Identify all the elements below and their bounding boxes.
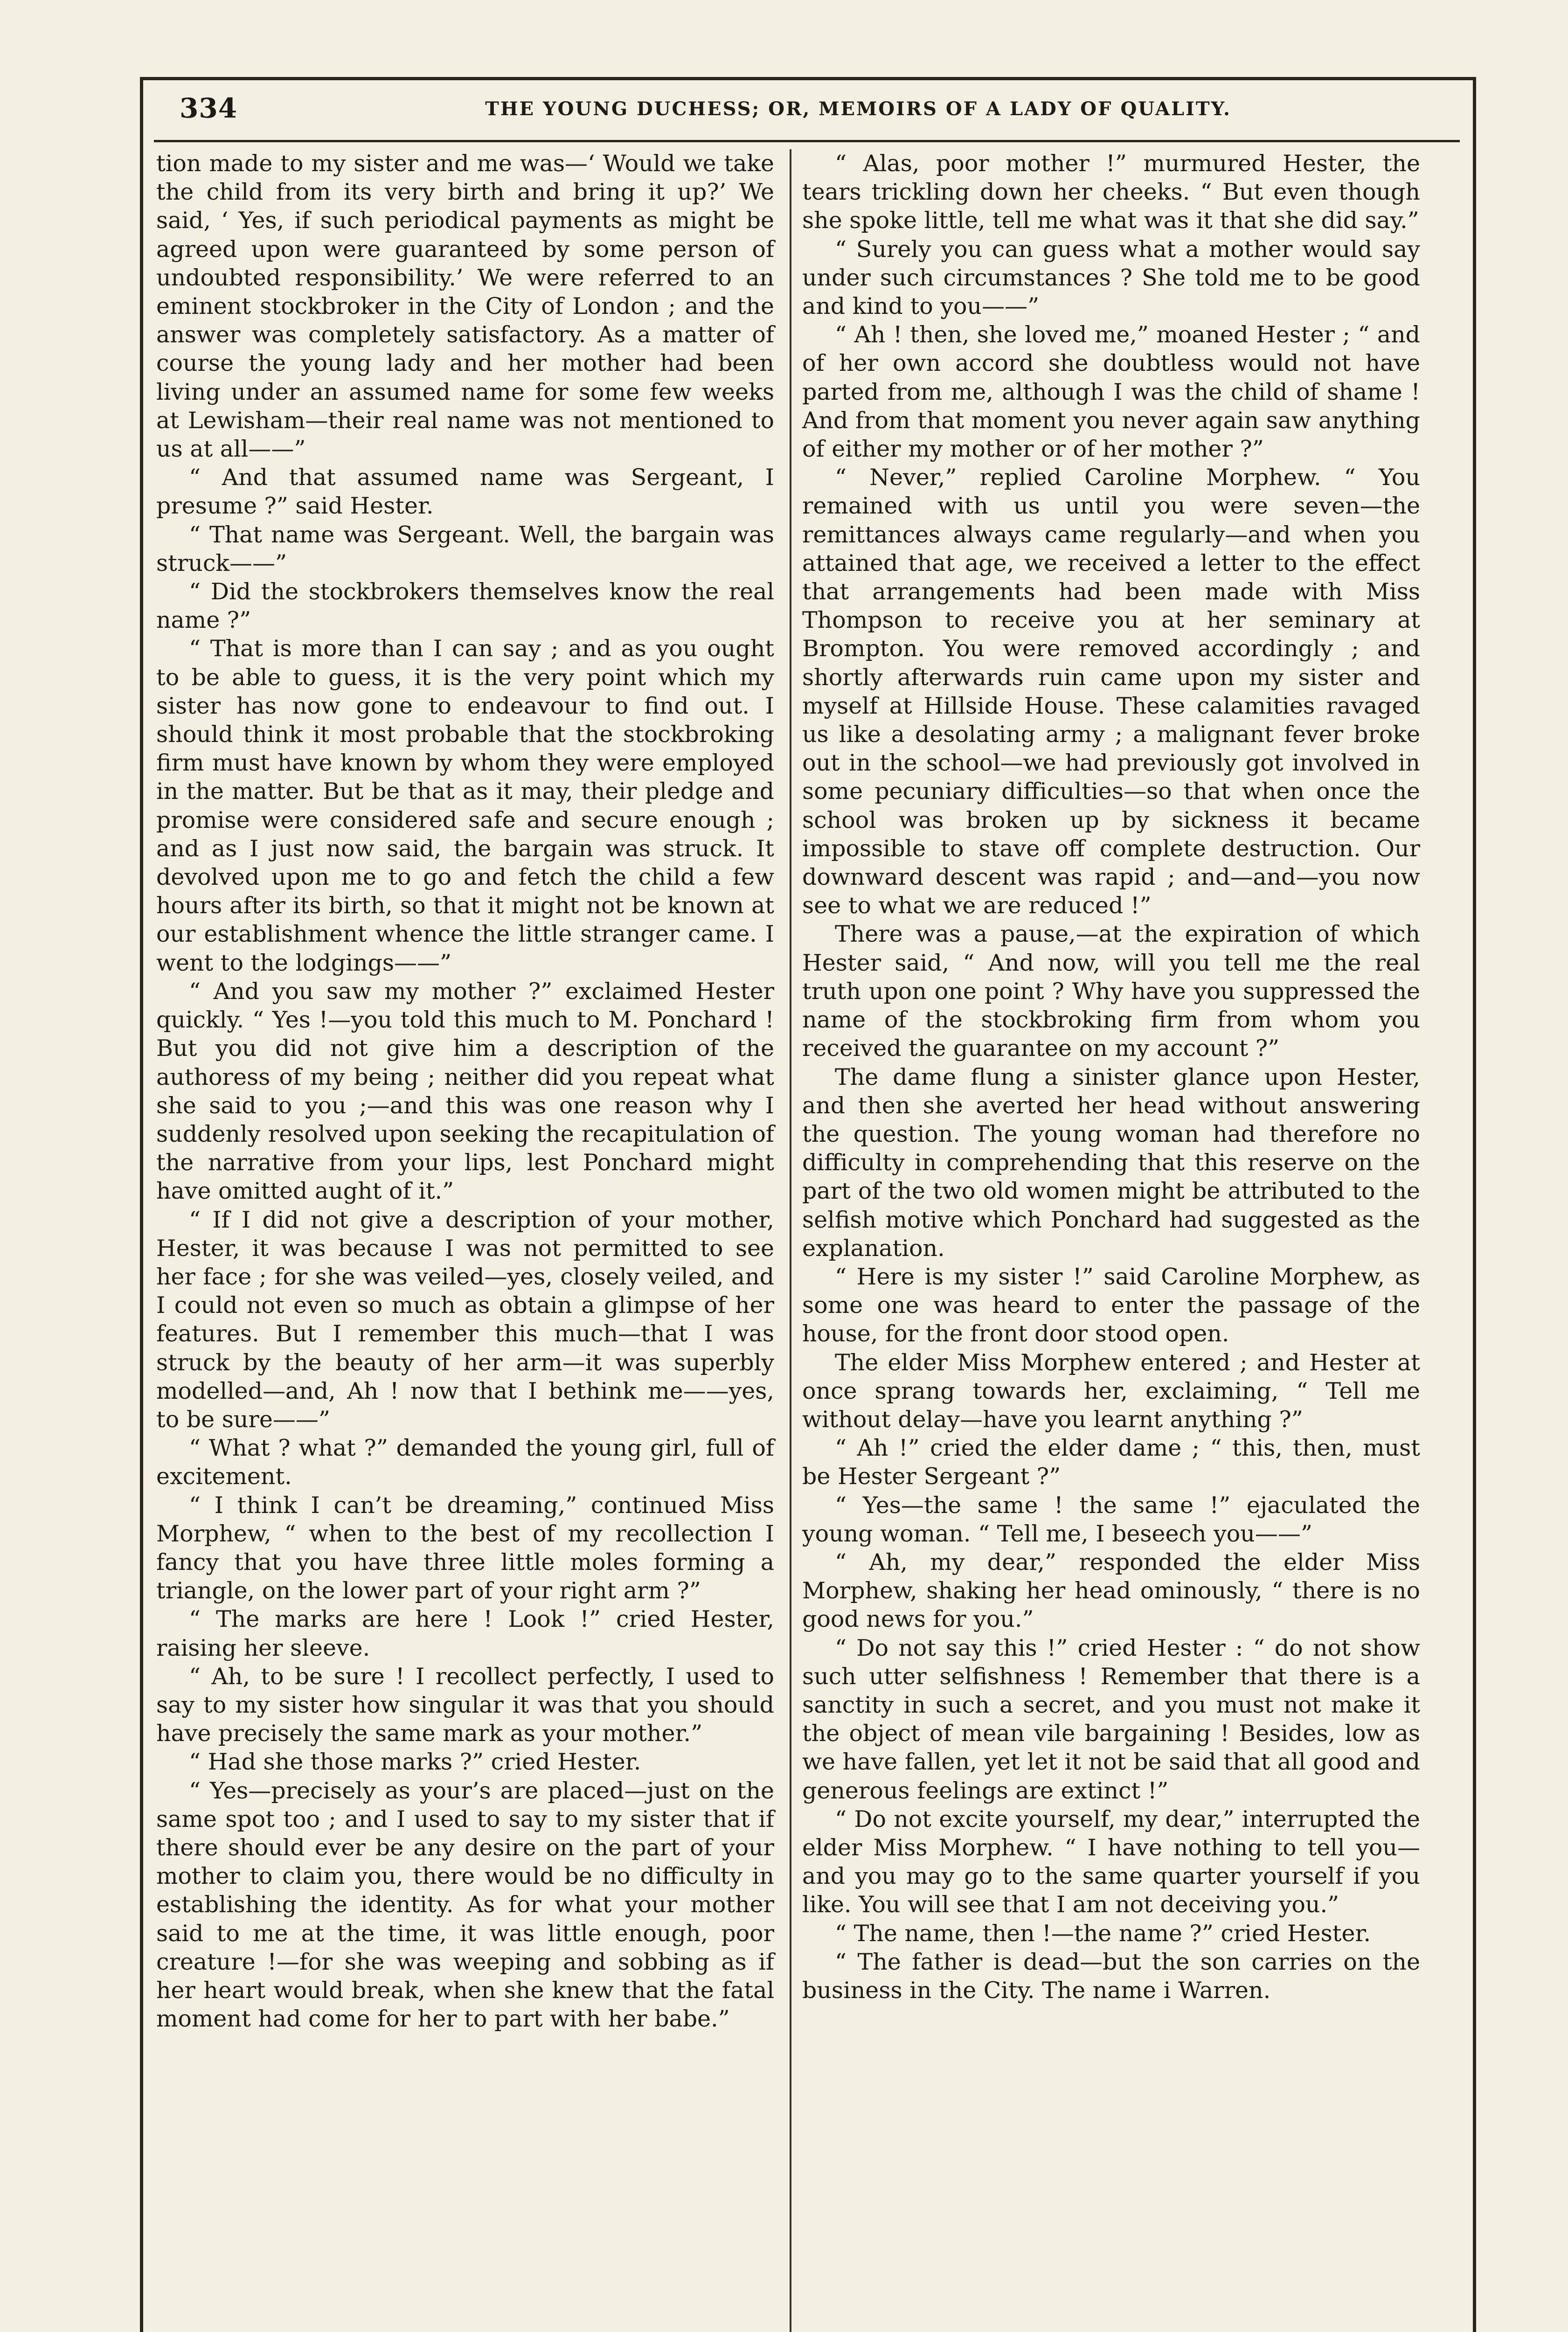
paragraph: tion made to my sister and me was—‘ Would we take the child from its very birth and bring it up?’ We said, ‘ Yes, if such periodical payments as might be agreed upon were guaranteed by some person of undoubted responsibility.’ We were referred to an eminent stockbroker in the City of London ; and the answer was completely satisfactory. As a matter of course the young lady and her mother had been living under an assumed name for some few weeks at Lewisham—their real name was not mentioned to us at all——”: [156, 150, 774, 463]
paragraph: “ Yes—the same ! the same !” ejaculated the young woman. “ Tell me, I beseech you——”: [802, 1492, 1420, 1547]
paragraph: “ Ah, my dear,” responded the elder Miss Morphew, shaking her head ominously, “ there is no good news for you.”: [802, 1548, 1420, 1633]
paragraph: “ The father is dead—but the son carries on the business in the City. The name i Warren.: [802, 1948, 1420, 2004]
right-column: [802, 149, 1420, 2005]
page-border-top: [140, 77, 1476, 80]
paragraph: “ Surely you can guess what a mother would say under such circumstances ? She told me to be good and kind to you——”: [802, 236, 1420, 320]
page-number: 334: [180, 92, 238, 124]
paragraph: “ Alas, poor mother !” murmured Hester, the tears trickling down her cheeks. “ But even though she spoke little, tell me what was it that she did say.”: [802, 150, 1420, 234]
paragraph: “ Yes—precisely as your’s are placed—just on the same spot too ; and I used to say to my sister that if there should ever be any desire on the part of your mother to claim you, there would be no difficulty in establishing the identity. As for what your mother said to me at the time, it was little enough, poor creature !—for she was weeping and sobbing as if her heart would break, when she knew that the fatal moment had come for her to part with her babe.”: [156, 1777, 774, 2033]
paragraph: “ I think I can’t be dreaming,” continued Miss Morphew, “ when to the best of my recollection I fancy that you have three little moles forming a triangle, on the lower part of your right arm ?”: [156, 1492, 774, 1604]
page-border-right: [1473, 77, 1476, 2332]
paragraph: “ And you saw my mother ?” exclaimed Hester quickly. “ Yes !—you told this much to M. Ponchard ! But you did not give him a description of the authoress of my being ; neither did you repeat what she said to you ;—and this was one reason why I suddenly resolved upon seeking the recapitulation of the narrative from your lips, lest Ponchard might have omitted aught of it.”: [156, 978, 774, 1205]
column-divider: [790, 149, 791, 2332]
paragraph: The elder Miss Morphew entered ; and Hester at once sprang towards her, exclaiming, “ Tell me without delay—have you learnt anything ?”: [802, 1349, 1420, 1433]
paragraph: The dame flung a sinister glance upon Hester, and then she averted her head without answering the question. The young woman had therefore no difficulty in comprehending that this reserve on the part of the two old women might be attributed to the selfish motive which Ponchard had suggested as the explanation.: [802, 1063, 1420, 1262]
paragraph: “ Ah !” cried the elder dame ; “ this, then, must be Hester Sergeant ?”: [802, 1435, 1420, 1490]
paragraph: “ Did the stockbrokers themselves know the real name ?”: [156, 578, 774, 634]
paragraph: “ The name, then !—the name ?” cried Hester.: [835, 1920, 1371, 1947]
paragraph: “ That is more than I can say ; and as you ought to be able to guess, it is the very point which my sister has now gone to endeavour to find out. I should think it most probable that the stockbroking firm must have known by whom they were employed in the matter. But be that as it may, their pledge and promise were considered safe and secure enough ; and as I just now said, the bargain was struck. It devolved upon me to go and fetch the child a few hours after its birth, so that it might not be known at our establishment whence the little stranger came. I went to the lodgings——”: [156, 635, 774, 976]
paragraph: “ That name was Sergeant. Well, the bargain was struck——”: [156, 521, 774, 576]
paragraph: “ Here is my sister !” said Caroline Morphew, as some one was heard to enter the passage of the house, for the front door stood open.: [802, 1263, 1420, 1347]
paragraph: “ Do not say this !” cried Hester : “ do not show such utter selfishness ! Remember that there is a sanctity in such a secret, and you must not make it the object of mean vile bargaining ! Besides, low as we have fallen, yet let it not be said that all good and generous feelings are extinct !”: [802, 1634, 1420, 1804]
paragraph: “ What ? what ?” demanded the young girl, full of excitement.: [156, 1435, 774, 1490]
header-rule: [154, 140, 1460, 142]
paragraph: There was a pause,—at the expiration of which Hester said, “ And now, will you tell me the real truth upon one point ? Why have you suppressed the name of the stockbroking firm from whom you received the guarantee on my account ?”: [802, 921, 1420, 1062]
paragraph: “ And that assumed name was Sergeant, I presume ?” said Hester.: [156, 464, 774, 520]
running-head: THE YOUNG DUCHESS; OR, MEMOIRS OF A LADY OF QUALITY.: [485, 98, 1231, 120]
paragraph: “ Do not excite yourself, my dear,” interrupted the elder Miss Morphew. “ I have nothing to tell you—and you may go to the same quarter yourself if you like. You will see that I am not deceiving you.”: [802, 1805, 1420, 1918]
paragraph: “ If I did not give a description of your mother, Hester, it was because I was not permitted to see her face ; for she was veiled—yes, closely veiled, and I could not even so much as obtain a glimpse of her features. But I remember this much—that I was struck by the beauty of her arm—it was superbly modelled—and, Ah ! now that I bethink me——yes, to be sure——”: [156, 1206, 774, 1433]
paragraph: “ Had she those marks ?” cried Hester.: [189, 1749, 641, 1776]
left-column: [156, 149, 774, 2033]
paragraph: “ Ah ! then, she loved me,” moaned Hester ; “ and of her own accord she doubtless would not have parted from me, although I was the child of shame ! And from that moment you never again saw anything of either my mother or of her mother ?”: [802, 321, 1420, 463]
paragraph: “ Never,” replied Caroline Morphew. “ You remained with us until you were seven—the remittances always came regularly—and when you attained that age, we received a letter to the effect that arrangements had been made with Miss Thompson to receive you at her seminary at Brompton. You were removed accordingly ; and shortly afterwards ruin came upon my sister and myself at Hillside House. These calamities ravaged us like a desolating army ; a malignant fever broke out in the school—we had previously got involved in some pecuniary difficulties—so that when once the school was broken up by sickness it became impossible to stave off complete destruction. Our downward descent was rapid ; and—and—you now see to what we are reduced !”: [802, 464, 1420, 919]
paragraph: “ The marks are here ! Look !” cried Hester, raising her sleeve.: [156, 1606, 774, 1661]
page-border-left: [140, 77, 143, 2332]
paragraph: “ Ah, to be sure ! I recollect perfectly, I used to say to my sister how singular it was that you should have precisely the same mark as your mother.”: [156, 1663, 774, 1747]
